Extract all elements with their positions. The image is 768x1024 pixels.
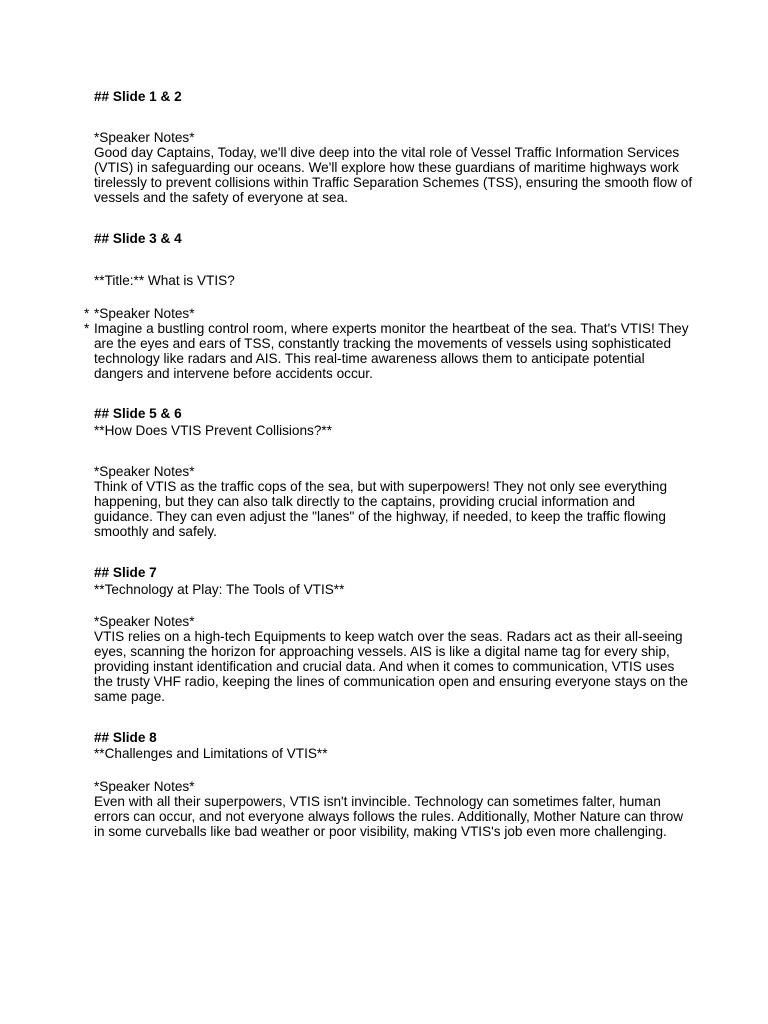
slide-5-6-heading: ## Slide 5 & 6	[94, 406, 182, 421]
slide-8-heading: ## Slide 8	[94, 730, 157, 745]
slide-8-title: **Challenges and Limitations of VTIS**	[94, 746, 328, 761]
speaker-notes-text: Think of VTIS as the traffic cops of the sea, but with superpowers! They not only see everything happening, but they can also talk directly to the captains, providing crucial information and guidance. They can even adjust the "lanes" of the highway, if needed, to keep the traffic flowing smoothly and safely.	[94, 479, 668, 539]
slide-5-6-title: **How Does VTIS Prevent Collisions?**	[94, 423, 332, 438]
slide-3-4-notes	[94, 306, 694, 381]
slide-1-2-notes	[94, 130, 694, 205]
slide-5-6-notes	[94, 464, 694, 539]
slide-7-title: **Technology at Play: The Tools of VTIS**	[94, 582, 345, 597]
slide-7-heading: ## Slide 7	[94, 565, 157, 580]
slide-8-notes	[94, 779, 694, 839]
speaker-notes-text: Imagine a bustling control room, where experts monitor the heartbeat of the sea. That's VTIS! They are the eyes and ears of TSS, constantly tracking the movements of vessels using sophisticated technology like radars and AIS. This real-time awareness allows them to anticipate potential dangers and intervene before accidents occur.	[94, 321, 689, 381]
speaker-notes-text: VTIS relies on a high-tech Equipments to keep watch over the seas. Radars act as their all-seeing eyes, scanning the horizon for approaching vessels. AIS is like a digital name tag for every ship, providing instant identification and crucial data. And when it comes to communication, VTIS uses the trusty VHF radio, keeping the lines of communication open and ensuring everyone stays on the same page.	[94, 629, 688, 704]
speaker-notes-text: Even with all their superpowers, VTIS isn't invincible. Technology can sometimes falter, human errors can occur, and not everyone always follows the rules. Additionally, Mother Nature can throw in some curveballs like bad weather or poor visibility, making VTIS's job even more challenging.	[94, 794, 684, 839]
slide-1-2-heading: ## Slide 1 & 2	[94, 89, 182, 104]
slide-3-4-heading: ## Slide 3 & 4	[94, 231, 182, 246]
slide-3-4-title: **Title:** What is VTIS?	[94, 273, 235, 288]
speaker-notes-text: Good day Captains, Today, we'll dive deep into the vital role of Vessel Traffic Information Services (VTIS) in safeguarding our oceans. We'll explore how these guardians of maritime highways work tirelessly to prevent collisions within Traffic Separation Schemes (TSS), ensuring the smooth flow of vessels and the safety of everyone at sea.	[94, 145, 693, 205]
slide-7-notes	[94, 614, 694, 704]
speaker-notes-label: *Speaker Notes*	[94, 779, 195, 794]
speaker-notes-label: *Speaker Notes*	[94, 614, 195, 629]
speaker-notes-label: *Speaker Notes*	[94, 130, 195, 145]
speaker-notes-label: *Speaker Notes*	[94, 306, 195, 321]
stray-asterisk: *	[84, 306, 90, 321]
stray-asterisk: *	[84, 321, 90, 336]
speaker-notes-label: *Speaker Notes*	[94, 464, 195, 479]
